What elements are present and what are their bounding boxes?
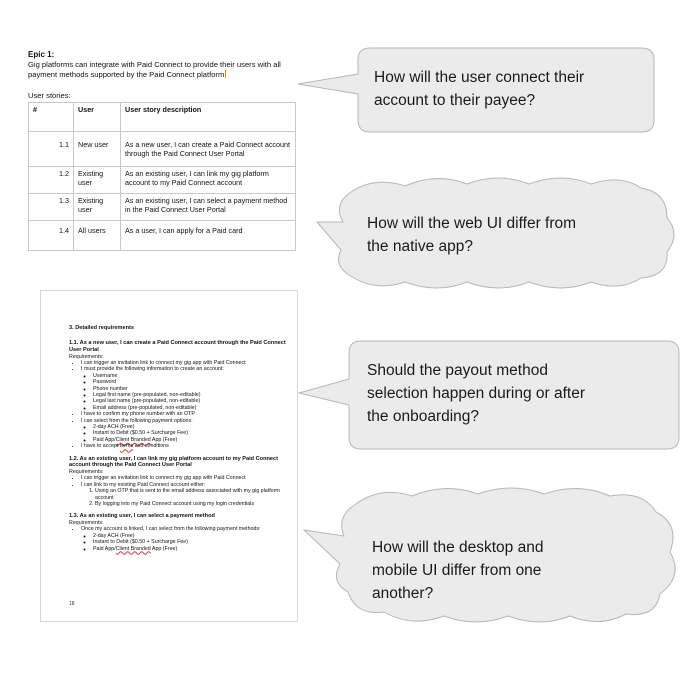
list-item: ◦ Instant to Debit ($0.50 + Surcharge Fee) bbox=[93, 430, 291, 436]
option-suffix: App (Free) bbox=[150, 545, 178, 552]
story-number: 1.2 bbox=[29, 167, 74, 194]
list-item bbox=[81, 482, 291, 508]
bubble-question-text bbox=[372, 536, 543, 605]
story-description: As a new user, I can create a Paid Connect account through the Paid Connect User Portal bbox=[121, 132, 296, 167]
list-item bbox=[81, 443, 291, 449]
list-item: ◦ 2-day ACH (Free) bbox=[93, 533, 291, 539]
story-description: As a user, I can apply for a Paid card bbox=[121, 221, 296, 251]
story-user: All users bbox=[74, 221, 121, 251]
bubble-line: the native app? bbox=[367, 238, 474, 255]
column-header-number: # bbox=[29, 103, 74, 132]
bubble-question-text bbox=[367, 212, 576, 258]
option-client-branded: Client Branded bbox=[115, 545, 151, 552]
story-user: Existing user bbox=[74, 194, 121, 221]
option-suffix: App (Free) bbox=[150, 436, 178, 443]
story-number: 1.1 bbox=[29, 132, 74, 167]
bubble-line: selection happen during or after bbox=[367, 385, 586, 402]
option-client-branded: Client Branded bbox=[115, 436, 151, 443]
list-item: ◦ Legal first name (pre-populated, non-editable) bbox=[93, 392, 291, 398]
table-row bbox=[29, 194, 296, 221]
link-option-list bbox=[81, 488, 291, 507]
list-item: 1. Using an OTP that is sent to the email address associated with my gig platform account bbox=[95, 488, 291, 501]
requirements-content bbox=[69, 325, 291, 552]
terms-word: terms bbox=[119, 443, 134, 450]
list-item-text: Once my account is linked, I can select from the following payment methods: bbox=[81, 526, 261, 533]
list-item: • I can trigger an invitation link to connect my gig app with Paid Connect bbox=[81, 360, 291, 366]
epic-description bbox=[28, 60, 290, 79]
list-item: ◦ Legal last name (pre-populated, non-editable) bbox=[93, 398, 291, 404]
epic-title: Epic 1: bbox=[28, 50, 55, 59]
terms-suffix: and conditions bbox=[133, 443, 169, 450]
requirement-list bbox=[69, 360, 291, 450]
payment-option-list bbox=[81, 424, 291, 443]
epic-section bbox=[28, 50, 298, 251]
story-number: 1.3 bbox=[29, 194, 74, 221]
bubble-line: Should the payout method bbox=[367, 362, 548, 379]
story-description: As an existing user, I can link my gig platform account to my Paid Connect account bbox=[121, 167, 296, 194]
table-row bbox=[29, 221, 296, 251]
requirement-list bbox=[69, 475, 291, 507]
list-item bbox=[81, 526, 291, 552]
bubble-line: account to their payee? bbox=[374, 92, 536, 109]
list-item bbox=[93, 546, 291, 552]
option-prefix: Paid App/ bbox=[93, 545, 116, 552]
requirement-heading-1-2: 1.2. As an existing user, I can link my gig platform account to my Paid Connect account through the Paid Connect User Portal bbox=[69, 455, 278, 469]
bubble-line: How will the web UI differ from bbox=[367, 215, 577, 232]
bubble-line: mobile UI differ from one bbox=[372, 562, 542, 579]
bubble-line: How will the user connect their bbox=[374, 69, 585, 86]
story-description: As an existing user, I can select a payment method in the Paid Connect User Portal bbox=[121, 194, 296, 221]
bubble-line: How will the desktop and bbox=[372, 539, 544, 556]
bubble-line: the onboarding? bbox=[367, 408, 480, 425]
column-header-user: User bbox=[74, 103, 121, 132]
list-item bbox=[81, 366, 291, 411]
section-title: 3. Detailed requirements bbox=[69, 325, 134, 331]
list-item: ◦ Email address (pre-populated, non-editable) bbox=[93, 405, 291, 411]
story-number: 1.4 bbox=[29, 221, 74, 251]
speech-bubble-connect-payee bbox=[290, 40, 670, 140]
payment-option-list bbox=[81, 533, 291, 552]
table-row bbox=[29, 132, 296, 167]
list-item bbox=[81, 418, 291, 444]
requirements-label: Requirements: bbox=[69, 468, 104, 475]
list-item: ◦ Username bbox=[93, 373, 291, 379]
epic-description-text: Gig platforms can integrate with Paid Connect to provide their users with all payment methods supported by the Paid Connect platform bbox=[28, 60, 281, 79]
bubble-question-text bbox=[374, 66, 584, 112]
list-item-text: I can select from the following payment options: bbox=[81, 417, 193, 424]
list-item: • I can trigger an invitation link to connect my gig app with Paid Connect bbox=[81, 475, 291, 481]
list-item-text: I can link to my existing Paid Connect account either: bbox=[81, 481, 206, 488]
requirements-page bbox=[40, 290, 298, 622]
requirements-label: Requirements: bbox=[69, 353, 104, 360]
terms-prefix: I have to accept bbox=[81, 443, 120, 450]
bubble-question-text bbox=[367, 359, 585, 428]
user-stories-table bbox=[28, 102, 296, 251]
table-row bbox=[29, 167, 296, 194]
list-item: • I have to confirm my phone number with an OTP bbox=[81, 411, 291, 417]
column-header-description: User story description bbox=[121, 103, 296, 132]
thought-cloud-web-vs-native bbox=[315, 170, 695, 298]
requirement-list bbox=[69, 526, 291, 552]
story-user: New user bbox=[74, 132, 121, 167]
page-number: 18 bbox=[69, 601, 75, 607]
list-item: ◦ 2-day ACH (Free) bbox=[93, 424, 291, 430]
field-list bbox=[81, 373, 291, 411]
requirement-heading-1-3: 1.3. As an existing user, I can select a payment method bbox=[69, 513, 215, 520]
bubble-line: another? bbox=[372, 585, 434, 602]
list-item: ◦ Password bbox=[93, 379, 291, 385]
table-header-row bbox=[29, 103, 296, 132]
story-user: Existing user bbox=[74, 167, 121, 194]
option-prefix: Paid App/ bbox=[93, 436, 116, 443]
requirement-heading-1-1: 1.1. As a new user, I can create a Paid Connect account through the Paid Connect User Portal bbox=[69, 340, 286, 353]
requirements-label: Requirements: bbox=[69, 519, 104, 526]
list-item-text: I must provide the following information to create an account: bbox=[81, 366, 224, 373]
list-item: 2. By logging into my Paid Connect account using my login credentials bbox=[95, 501, 291, 507]
speech-bubble-payout-selection bbox=[295, 335, 685, 455]
list-item: ◦ Instant to Debit ($0.50 + Surcharge Fee) bbox=[93, 539, 291, 545]
list-item: ◦ Phone number bbox=[93, 386, 291, 392]
user-stories-label: User stories: bbox=[28, 91, 71, 100]
text-cursor bbox=[225, 70, 226, 78]
thought-cloud-desktop-vs-mobile bbox=[300, 480, 690, 630]
